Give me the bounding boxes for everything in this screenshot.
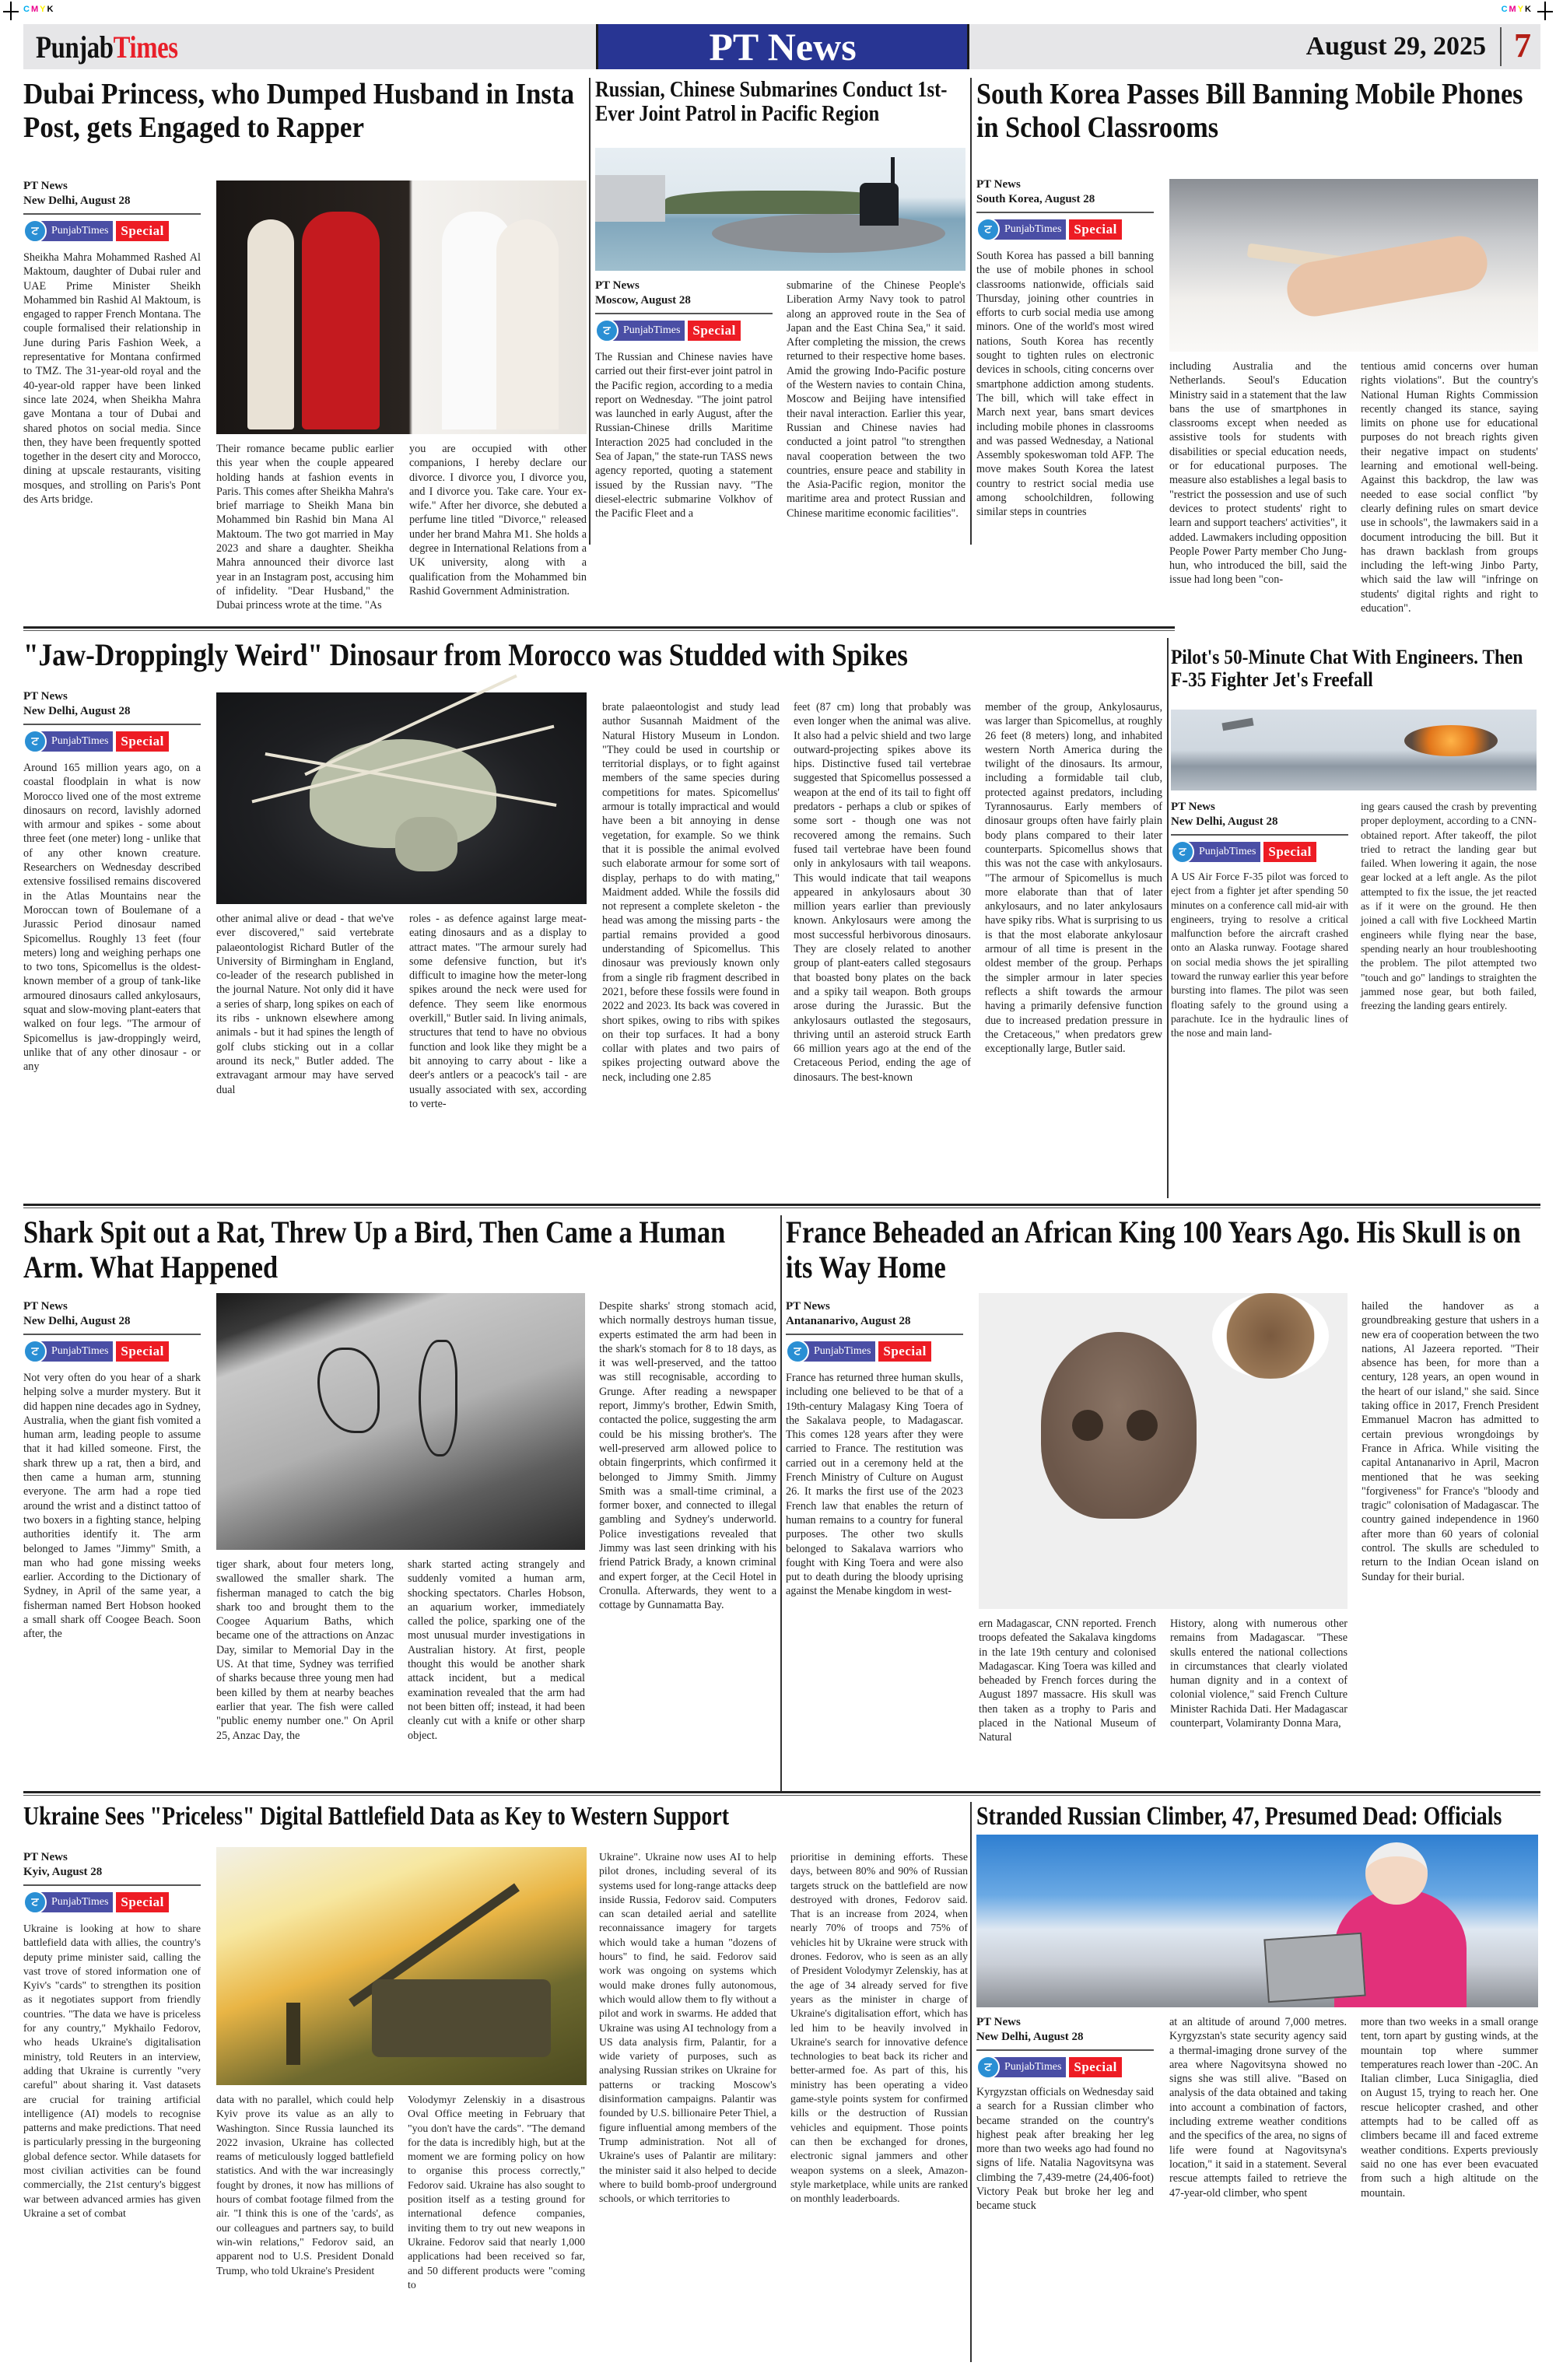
article-body: The Russian and Chinese navies have carried out their first-ever joint patrol in the Pacific region, according to a media report on Wednesday. "The joint patrol was launched in early August, after the Russian-Chinese drills Maritime Interaction 2025 had concluded in the Sea of Japan," the state-run TASS news agency reported, quoting a statement issued by the Russian navy. "The diesel-electric submarine Volkhov of the Pacific Fleet and a [595,351,773,521]
registration-crosshair-left [3,2,19,20]
photo-tattooed-arm [216,1293,585,1550]
punjabtimes-logo-icon: ਟ [595,319,619,342]
headline: South Korea Passes Bill Banning Mobile Phones in School Classrooms [976,78,1523,144]
dateline: New Delhi, August 28 [23,705,131,717]
article-body: Around 165 million years ago, on a coastal floodplain in what is now Morocco lived one of the most extreme dinosaurs on record, lavishly adorned with armour and spikes - some about three feet (one meter) long - unlike that of any other known creature. Researchers on Wednesday described extensive fossilised remains discovered in the Atlas Mountains near the Moroccan town of Boulemane of a Jurassic Period dinosaur named Spicomellus. Roughly 13 feet (four meters) long and weighing perhaps one to two tons, Spicomellus is the oldest-known member of a group of tank-like armoured dinosaurs called ankylosaurs, squat and slow-moving plant-eaters that walked on four legs. "The armour of Spicomellus is jaw-droppingly weird, unlike that of any other dinosaur - or any [23,762,201,1074]
punjabtimes-logo-icon: ਟ [1171,840,1194,864]
article-body: tentious amid concerns over human rights violations". But the country's National Human Rights Commission recently changed its stance, saying limits on phone use for educational purposes do not breach rights given their negative impact on students' learning and emotional well-being. Against this backdrop, the law was needed to ease social conflict "by clearly defining rules on smart device use in schools", the lawmakers said in a document introducing the bill. But it has drawn backlash from groups including the left-wing Jinbo Party, which said the law will "infringe on students' digital rights and right to education". [1361,360,1538,615]
section-divider [23,626,1175,631]
byline-agency: PT News [976,2016,1021,2028]
article-body: Sheikha Mahra Mohammed Rashed Al Maktoum, daughter of Dubai ruler and UAE Prime Minister Sheikh Mohammed bin Rashid Al Maktoum, is engaged to rapper French Montana. The couple formalised their relationship in June during Paris Fashion Week, a representative for Montana confirmed to TMZ. The 31-year-old royal and the 40-year-old rapper have been linked since late 2024, when Sheikha Mahra gave Montana a tour of Dubai and shared photos on social media. Since then, they have been frequently spotted together in the desert city and Morocco, dining at upscale restaurants, visiting mosques, and strolling on Paris's Pont des Arts bridge. [23,251,201,506]
dateline: Antananarivo, August 28 [786,1315,911,1327]
dateline: New Delhi, August 28 [23,1315,131,1327]
article-body: brate palaeontologist and study lead author Susannah Maidment of the Natural History Museum in London. "They could be used in courtship or territorial displays, or to fight against members of the same species during competitions for mates. Spicomellus' armour is totally impractical and would have been a bit annoying in dense vegetation, for example. So we think that it is possible the animal evolved such elaborate armour for some sort of display, perhaps to do with mating," Maidment added. While the fossils did not represent a complete skeleton - the head was among the missing parts - the partial remains provided a good understanding of Spicomellus. This dinosaur was previously known only from a single rib fragment described in 2021, before these fossils were found in 2022 and 2023. Its back was covered in short spikes, owing to ribs with spikes on their top surfaces. It had a bony collar with plates and two pairs of spikes projecting outward above the neck, including one 2.85 [602,701,780,1084]
article-body: Despite sharks' strong stomach acid, which normally destroys human tissue, experts estimated the arm had been in the shark's stomach for 8 to 18 days, as it was well-preserved, and the tattoo was still recognisable, according to Grunge. After reading a newspaper report, Jimmy's brother, Edwin Smith, contacted the police, suggesting the arm could be his missing brother's. The well-preserved arm allowed police to obtain fingerprints, which confirmed it belonged to Jimmy Smith. Jimmy Smith was a small-time criminal, a former boxer, and connected to illegal gambling and Sydney's underworld. Police investigations revealed that Jimmy was last seen drinking with his friend Patrick Brady, a known criminal and expert forger, at the Cecil Hotel in Cronulla. Afterwards, they went to a cottage by Gunnamatta Bay. [599,1300,776,1612]
special-badge: ਟ PunjabTimes Special [786,1341,963,1362]
special-badge: ਟ PunjabTimes Special [23,731,201,752]
divider [976,212,1154,213]
article-body: France has returned three human skulls, including one believed to be that of a 19th-century Malagasy King Toera of the Sakalava people, to Madagascar. This comes 128 years after they were carried to France. The restitution was carried out in a ceremony held at the French Ministry of Culture on August 26. It marks the first use of the 2023 French law that enables the return of human remains to a country for funeral purposes. The other two skulls belonged to Sakalava warriors who fought with King Toera and were also put to death during the bloody uprising against the Menabe kingdom in west- [786,1372,963,1598]
photo-artillery [216,1847,587,2085]
column-divider [970,78,972,545]
article-body: including Australia and the Netherlands. Seoul's Education Ministry said in a statement that the law bans the use of smartphones in classrooms except when needed as assistive tools for students with disabilities or special education needs, or for educational purposes. The measure also establishes a legal basis to "restrict the possession and use of such devices to protect students' right to learn and support teachers' activities", it added. Lawmakers including opposition People Power Party member Cho Jung-hun, who introduced the bill, said the issue had long been "con- [1169,360,1347,587]
byline-agency: PT News [976,178,1021,191]
headline: Ukraine Sees "Priceless" Digital Battlefield Data as Key to Western Support [23,1802,730,1831]
dateline: New Delhi, August 28 [976,2031,1084,2043]
article-south-korea [976,78,1540,615]
byline-agency: PT News [786,1300,830,1313]
article-body: data with no parallel, which could help Kyiv prove its value as an ally to Washington. Since Russia launched its 2022 invasion, Ukraine has collected reams of meticulously logged battlefield statistics. And with the war increasingly fought by drones, it now has millions of hours of combat footage filmed from the air. "I think this is one of the 'cards', as our colleagues and partners say, to build win-win relations," Fedorov said, an apparent nod to U.S. President Donald Trump, who told Ukraine's President [216,2094,394,2277]
special-badge: ਟ PunjabTimes Special [1171,842,1348,862]
section-divider [23,1791,1540,1796]
punjabtimes-logo-icon: ਟ [976,218,1000,241]
byline-agency: PT News [1171,801,1215,813]
punjabtimes-logo-icon: ਟ [23,1340,47,1363]
section-title: PT News [596,24,969,69]
divider [23,1884,201,1886]
punjabtimes-logo-icon: ਟ [23,1891,47,1914]
article-body: Ukraine". Ukraine now uses AI to help pilot drones, including several of its systems used for long-range attacks deep inside Russia, Fedorov said. Computers can scan detailed aerial and satellite reconnaissance imagery for targets which would take a human "dozens of hours" to find, he said. Fedorov said work was ongoing on systems which would make drones fully autonomous, which would allow them to fly without a pilot and work in swarms. He added that Ukraine was using AI technology from a US data analysis firm, Palantir, for a wide variety of purposes, such as analysing Russian strikes on Ukraine for patterns or tracking Moscow's disinformation campaigns. Palantir was founded by U.S. billionaire Peter Thiel, a figure influential among members of the Trump administration. Not all of Ukraine's uses of Palantir are military: the minister said it also helped to decide where to build bomb-proof underground schools, or which territories to [599,1851,776,2205]
article-body: Kyrgyzstan officials on Wednesday said a search for a Russian climber who became stranded on the country's highest peak after breaking her leg more than two weeks ago had found no signs of life. Natalia Nagovitsyna was climbing the 7,439-metre (24,406-foot) Victory Peak but broke her leg and became stuck [976,2086,1154,2213]
dateline: Moscow, August 28 [595,294,691,307]
article-body: tiger shark, about four meters long, swallowed the smaller shark. The fisherman managed to catch the big shark too and brought them to the Coogee Aquarium Baths, which became one of the attractions on Anzac Day, similar to Memorial Day in the US. At that time, Sydney was terrified of sharks because three young men had been killed by them at nearby beaches earlier that year. The fish were called "public enemy number one." On April 25, Anzac Day, the [216,1558,394,1742]
dateline: Kyiv, August 28 [23,1866,103,1878]
column-divider [589,78,591,545]
article-dinosaur [23,638,1167,1198]
article-france [786,1215,1540,1799]
photo-smartphone [1169,179,1538,352]
byline-agency: PT News [23,690,68,703]
special-badge: ਟ PunjabTimes Special [23,1892,201,1912]
byline-agency: PT News [23,1851,68,1863]
photo-couple [216,181,587,434]
article-body: hailed the handover as a groundbreaking gesture that ushers in a new era of cooperation between the two nations, Al Jazeera reported. "Their absence has been, for more than a century, 128 years, an open wound in the heart of our island," she said. Since taking office in 2017, French President Emmanuel Macron has admitted to certain previous wrongdoings by France in Africa. While visiting the capital Antananarivo in April, Macron mentioned that he was seeking "forgiveness" for France's "bloody and tragic" colonisation of Madagascar. The country gained independence in 1960 after more than 60 years of colonial control. The skulls are scheduled to return to the Indian Ocean island on Sunday for their burial. [1362,1300,1539,1583]
article-body: ern Madagascar, CNN reported. French troops defeated the Sakalava kingdoms in the late 19th century and colonised Madagascar. King Toera was killed and beheaded by French forces during the August 1897 massacre. His skull was then taken as a trophy to Paris and placed in the National Museum of Natural [979,1618,1156,1744]
edition-date: August 29, 2025 [1305,32,1486,61]
column-divider [780,1215,782,1791]
registration-crosshair-right [1537,2,1553,20]
divider [23,213,201,215]
masthead [23,24,1540,69]
photo-submarine [595,148,965,271]
article-body: ing gears caused the crash by preventing proper deployment, according to a CNN-obtained report. After takeoff, the pilot tried to retract the landing gear but failed. When lowering it again, the nose gear locked at a left angle. As the pilot attempted to fix the issue, the jet reacted as if it were on the ground. He then joined a call with five Lockheed Martin engineers while flying near the base, spending nearly an hour troubleshooting the problem. The pilot attempted two "touch and go" landings to straighten the jammed nose gear, but both failed, freezing the landing gears entirely. [1361,801,1537,1012]
special-badge: ਟ PunjabTimes Special [23,221,201,241]
article-body: Ukraine is looking at how to share battlefield data with allies, the country's deputy prime minister said, calling the vast trove of stored information one of Kyiv's "cards" to strengthen its position as it negotiates support from friendly countries. "The data we have is priceless for any country," Mykhailo Fedorov, who heads Ukraine's digitalisation ministry, told Reuters in an interview, adding that Ukraine is currently "very careful" about sharing it. Vast datasets are crucial for training artificial intelligence (AI) models to recognise patterns and make predictions. That need is particularly pressing in the burgeoning global defence sector. While datasets for most civilian activities can be found commercially, the 21st century's biggest war between advanced armies has given Ukraine a set of combat [23,1923,201,2219]
special-badge: ਟ PunjabTimes Special [976,219,1154,240]
headline: Dubai Princess, who Dumped Husband in Insta Post, gets Engaged to Rapper [23,78,575,144]
divider [23,724,201,725]
article-dubai [23,78,587,612]
article-body: at an altitude of around 7,000 metres. Kyrgyzstan's state security agency said a thermal-imaging drone survey of the area where Nagovitsyna showed no signs she was still alive. "Based on analysis of the data obtained and taking into account a combination of factors, including extreme weather conditions and the specifics of the area, no signs of life were found at Nagovitsyna's location," it said in a statement. Several rescue attempts failed to retrieve the 47-year-old climber, who spent [1169,2016,1347,2199]
article-body: you are occupied with other companions, I hereby declare our divorce. I divorce you, I divorce you, and I divorce you. Take care. Your ex-wife." After her divorce, she debuted a perfume line titled "Divorce," released under her brand Mahra M1. She holds a degree in International Relations from a UK university, along with a qualification from the Mohammed bin Rashid Government Administration. [409,443,587,598]
divider [595,313,773,314]
article-body: other animal alive or dead - that we've ever discovered," said vertebrate palaeontologist Richard Butler of the University of Birmingham in England, co-leader of the research published in the journal Nature. Not only did it have a series of sharp, long spikes on each of its ribs - unknown elsewhere among animals - but it had spines the length of golf clubs sticking out in a collar around its neck," Butler added. The extravagant armour may have served dual [216,913,394,1096]
photo-skulls [979,1293,1347,1609]
article-body: Volodymyr Zelenskiy in a disastrous Oval Office meeting in February that "you don't have the cards". "The demand for the data is incredibly high, but at the moment we are forming policy on how to organise this process correctly," Fedorov said. Ukraine has also sought to position itself as a testing ground for international defence companies, inviting them to try out new weapons in Ukraine. Fedorov said that nearly 1,000 applications had been received so far, and 50 different products were "coming to [408,2094,585,2291]
section-divider [23,1204,1540,1208]
column-divider [970,1802,972,2362]
punjabtimes-logo-icon: ਟ [23,219,47,243]
article-submarines [595,78,969,552]
divider [1171,834,1348,836]
special-badge: ਟ PunjabTimes Special [23,1341,201,1362]
punjabtimes-logo-icon: ਟ [976,2056,1000,2079]
headline: Shark Spit out a Rat, Threw Up a Bird, Then Came a Human Arm. What Happened [23,1215,726,1285]
headline: Russian, Chinese Submarines Conduct 1st-Ever Joint Patrol in Pacific Region [595,78,948,127]
cmyk-marks-left: CMYK [23,5,55,14]
article-body: History, along with numerous other remains from Madagascar. "These skulls entered the national collections in circumstances that clearly violated human dignity and in a context of colonial violence," said French Culture Minister Rachida Dati. Her Madagascar counterpart, Volamiranty Donna Mara, [1170,1618,1347,1730]
headline: France Beheaded an African King 100 Years Ago. His Skull is on its Way Home [786,1215,1521,1285]
special-badge: ਟ PunjabTimes Special [595,321,773,341]
column-divider [1167,638,1169,1198]
punjabtimes-logo-icon: ਟ [786,1340,809,1363]
special-badge: ਟ PunjabTimes Special [976,2057,1154,2077]
photo-climber [976,1835,1538,2007]
cmyk-marks-right: CMYK [1501,5,1533,14]
article-body: shark started acting strangely and suddenly vomited a human arm, shocking spectators. Charles Hobson, an aquarium worker, immediately called the police, sparking one of the most unusual murder investigations in Australian history. At first, people thought this would be another shark attack incident, but a medical examination revealed that the arm had not been bitten off; instead, it had been cleanly cut with a knife or other sharp object. [408,1558,585,1742]
headline: Pilot's 50-Minute Chat With Engineers. Then F-35 Fighter Jet's Freefall [1171,646,1523,692]
byline-agency: PT News [23,1300,68,1313]
article-shark [23,1215,778,1799]
article-body: Their romance became public earlier this year when the couple appeared holding hands at fashion events in Paris. This comes after Sheikha Mahra's brief marriage to Sheikh Mana bin Mohammed bin Rashid bin Mana Al Maktoum. The two got married in May 2023 and share a daughter. Sheikha Mahra announced their divorce last year in an Instagram post, accusing him of infidelity. "Dear Husband," the Dubai princess wrote at the time. "As [216,443,394,612]
divider [976,2049,1154,2051]
article-body: submarine of the Chinese People's Liberation Army Navy took to patrol along an approved route in the Sea of Japan and the East China Sea," it said. After completing the mission, the crews returned to their respective home bases. Amid the growing Indo-Pacific posture of the Western navies to contain China, Moscow and Beijing have intensified their naval interaction. Earlier this year, Russian and Chinese navies had conducted a joint patrol "to strengthen naval cooperation between the two countries, ensure peace and stability in the Asia-Pacific region, monitor the maritime area and protect Russian and Chinese maritime economic facilities". [787,279,965,520]
article-climber [976,1802,1540,2374]
photo-f35-crash [1171,710,1537,790]
divider [1500,27,1502,66]
dateline: New Delhi, August 28 [23,195,131,207]
punjabtimes-logo-icon: ਟ [23,730,47,753]
headline: Stranded Russian Climber, 47, Presumed Dead: Officials [976,1802,1502,1831]
photo-spicomellus [216,692,587,904]
divider [786,1334,963,1335]
article-body: more than two weeks in a small orange tent, torn apart by gusting winds, at the mountain top where summer temperatures reach lower than -20C. An Italian climber, Luca Sinigaglia, died on August 15, trying to reach her. One rescue helicopter crashed, and other attempts had to be called off as climbers became ill and faced extreme weather conditions. Experts previously said no one has ever been evacuated from such a high altitude on the mountain. [1361,2016,1538,2199]
headline: "Jaw-Droppingly Weird" Dinosaur from Morocco was Studded with Spikes [23,637,908,672]
article-body: roles - as defence against large meat-eating dinosaurs and as a display to attract mates. "The armour surely had some defensive function, but it's difficult to imagine how the meter-long spikes around the neck were used for defence. They seem like enormous overkill," Butler said. In living animals, structures that tend to have no obvious function and look like they might be a bit annoying to carry about - like a deer's antlers or a peacock's tail - are usually associated with sex, according to verte- [409,913,587,1110]
divider [23,1334,201,1335]
article-body: South Korea has passed a bill banning the use of mobile phones in school classrooms nationwide, officials said Thursday, joining other countries in efforts to curb social media use among minors. One of the world's most wired nations, South Korea has recently sought to tighten rules on electronic devices in schools, citing concerns over smartphone addiction among students. The bill, which will take effect in March next year, bans smart devices including mobile phones in classrooms and was passed Wednesday, a National Assembly spokeswoman told AFP. The move makes South Korea the latest country to restrict social media use among schoolchildren, following similar steps in countries [976,250,1154,519]
page-number: 7 [1514,26,1531,65]
article-body: prioritise in demining efforts. These days, between 80% and 90% of Russian targets struck on the battlefield are now destroyed with drones, Fedorov said. That is an increase from 2024, when nearly 70% of troops and 75% of vehicles hit by Ukraine were struck with drones. Fedorov, who is seen as an ally of President Volodymyr Zelenskiy, has at the age of 34 already served for five years as the minister in charge of Ukraine's digitalisation effort, which has led him to be heavily involved in Ukraine's search for innovative defence technologies to beat back its richer and better-armed foe. As part of this, his ministry has been operating a video game-style points system for confirmed kills or the destruction of Russian vehicles and equipment. Those points can then be exchanged for drones, electronic signal jammers and other weapon systems on a sleek, Amazon-style marketplace, while units are ranked on monthly leaderboards. [790,1851,968,2205]
article-f35 [1171,599,1540,1198]
article-body: member of the group, Ankylosaurus, was larger than Spicomellus, at roughly 26 feet (8 meters) long, and inhabited western North America during the twilight of the dinosaurs. Its armour, including a formidable tail club, protected against predators, including Tyrannosaurus. Early members of dinosaur groups often have fairly plain body plans compared to their later counterparts. Spicomellus shows that this was not the case with ankylosaurs. "The armour of Spicomellus is much more elaborate than that of later ankylosaurs, and no later ankylosaurs have spiky ribs. What is surprising to us is that the most elaborate ankylosaur armour of all time is present in the oldest member of the group. Perhaps the simpler armour in later species reflects a shift towards the armour having a primarily defensive function due to increased predation pressure in the Cretaceous," when predators grew exceptionally large, Butler said. [985,701,1162,1056]
byline-agency: PT News [23,180,68,192]
article-body: feet (87 cm) long that probably was even longer when the animal was alive. It also had a pelvic shield and two large outward-projecting spikes above its hips. Distinctive fused tail vertebrae suggested that Spicomellus possessed a weapon at the end of its tail to fight off predators - perhaps a club or spikes of some sort - though one was not recovered among the remains. Such fused tail vertebrae have been found only in ankylosaurs with tail weapons. This would indicate that tail weapons appeared in ankylosaurs about 30 million years earlier than previously known. Ankylosaurs were among the most successful herbivorous dinosaurs. They are closely related to another group of plant-eaters called stegosaurs that boasted bony plates on the back and a spiky tail weapon. Both groups arose during the Jurassic. But the ankylosaurs outlasted the stegosaurs, thriving until an asteroid struck Earth 66 million years ago at the end of the Cretaceous Period, ending the age of dinosaurs. The best-known [794,701,971,1084]
article-body: Not very often do you hear of a shark helping solve a murder mystery. But it did happen nine decades ago in Sydney, Australia, when the giant fish vomited a human arm, leading people to assume that it had killed someone. First, the shark threw up a rat, then a bird, and then came a human arm, stunning everyone. The arm had a rope tied around the wrist and a distinct tattoo of two boxers in a fighting stance, helping authorities identify it. The arm belonged to James "Jimmy" Smith, a man who had gone missing weeks earlier. According to the Dictionary of Sydney, in April of the same year, a fisherman named Bert Hobson hooked a small shark off Coogee Beach. Soon after, the [23,1372,201,1641]
dateline: New Delhi, August 28 [1171,815,1278,828]
brand-logo: PunjabTimes [36,30,178,65]
dateline: South Korea, August 28 [976,193,1095,205]
byline-agency: PT News [595,279,640,292]
article-ukraine [23,1802,969,2374]
article-body: A US Air Force F-35 pilot was forced to eject from a fighter jet after spending 50 minutes on a conference call mid-air with engineers, trying to resolve a critical malfunction before the aircraft crashed onto an Alaska runway. Footage shared on social media shows the jet spiralling toward the runway earlier this year before bursting into flames. The pilot was seen floating safely to the ground using a parachute. Ice in the hydraulic lines of the nose and main land- [1171,871,1348,1039]
